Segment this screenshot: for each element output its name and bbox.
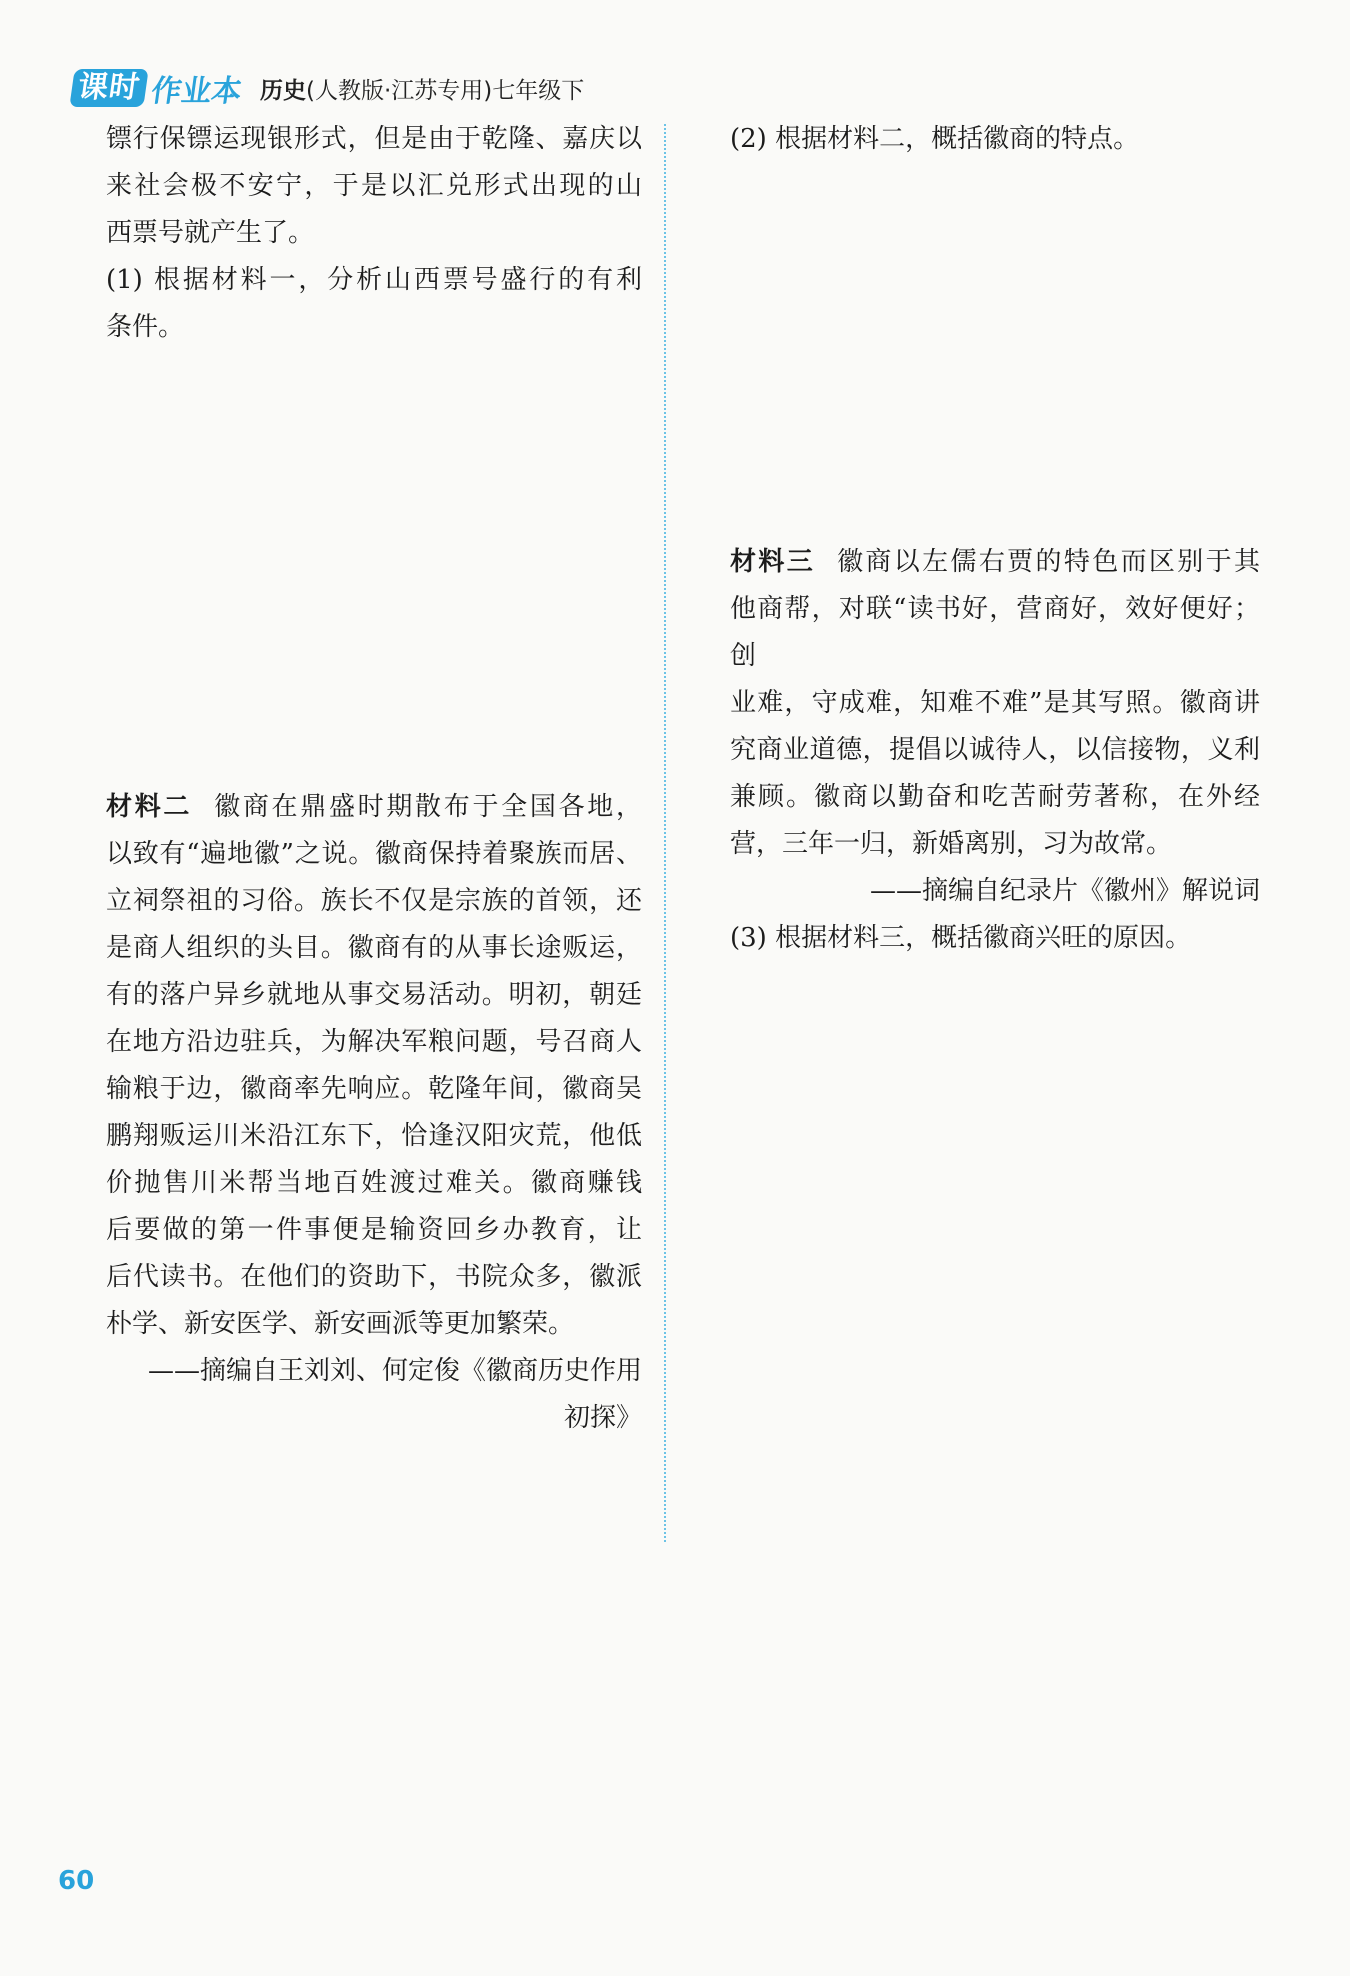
material2-label: 材料二: [106, 792, 193, 822]
question-1: (1) 根据材料一，分析山西票号盛行的有利: [106, 265, 642, 295]
column-divider: [664, 124, 666, 1542]
material3-first-line: [730, 539, 1260, 586]
material3-line: 兼顾。徽商以勤奋和吃苦耐劳著称，在外经: [730, 782, 1260, 812]
material3-line: 究商业道德，提倡以诚待人，以信接物，义利: [730, 735, 1260, 765]
material2-first-line: [106, 784, 642, 831]
material2-line: 立祠祭祖的习俗。族长不仅是宗族的首领，还: [106, 886, 642, 916]
material3-line: 业难，守成难，知难不难”是其写照。徽商讲: [730, 688, 1260, 718]
brand-title: 作业本: [149, 74, 244, 109]
material2-text: 徽商在鼎盛时期散布于全国各地，: [214, 792, 642, 822]
material2-line: 以致有“遍地徽”之说。徽商保持着聚族而居、: [106, 839, 642, 869]
material3-line: 营，三年一归，新婚离别，习为故常。: [730, 829, 1173, 859]
material1-continued-line: 来社会极不安宁，于是以汇兑形式出现的山: [106, 171, 642, 201]
subject-info: [260, 72, 584, 105]
material2-line: 在地方沿边驻兵，为解决军粮问题，号召商人: [106, 1027, 642, 1057]
material3-label: 材料三: [730, 547, 816, 577]
material2-line: 价抛售川米帮当地百姓渡过难关。徽商赚钱: [106, 1168, 642, 1198]
brand-logo: 课时: [69, 69, 148, 107]
material2-line: 鹏翔贩运川米沿江东下，恰逢汉阳灾荒，他低: [106, 1121, 642, 1151]
page-number: 60: [58, 1866, 95, 1896]
page-header: [72, 66, 584, 110]
material2-line: 朴学、新安医学、新安画派等更加繁荣。: [106, 1309, 575, 1339]
question-2: (2) 根据材料二，概括徽商的特点。: [730, 124, 1140, 154]
material3-text: 徽商以左儒右贾的特色而区别于其: [837, 547, 1260, 577]
material2-line: 输粮于边，徽商率先响应。乾隆年间，徽商吴: [106, 1074, 642, 1104]
material2-source: 初探》: [563, 1403, 642, 1433]
material2-line: 是商人组织的头目。徽商有的从事长途贩运，: [106, 933, 642, 963]
subject-edition: (人教版·江苏专用)七年级下: [306, 77, 585, 104]
right-column: [730, 116, 1260, 962]
question-1: 条件。: [106, 312, 185, 342]
material2-line: 后要做的第一件事便是输资回乡办教育，让: [106, 1215, 642, 1245]
question-3: (3) 根据材料三，概括徽商兴旺的原因。: [730, 923, 1192, 953]
material1-continued-line: 镖行保镖运现银形式，但是由于乾隆、嘉庆以: [106, 124, 642, 154]
material2-line: 后代读书。在他们的资助下，书院众多，徽派: [106, 1262, 642, 1292]
subject-name: 历史: [260, 77, 306, 104]
material2-source: ——摘编自王刘刘、何定俊《徽商历史作用: [147, 1356, 642, 1386]
left-column: [106, 116, 642, 1442]
answer-space-2[interactable]: [730, 163, 1260, 539]
material1-continued-line: 西票号就产生了。: [106, 218, 315, 248]
material3-source: ——摘编自纪录片《徽州》解说词: [869, 876, 1260, 906]
answer-space-1[interactable]: [106, 351, 642, 784]
material2-line: 有的落户异乡就地从事交易活动。明初，朝廷: [106, 980, 642, 1010]
material3-line: 他商帮，对联“读书好，营商好，效好便好；创: [730, 594, 1260, 671]
